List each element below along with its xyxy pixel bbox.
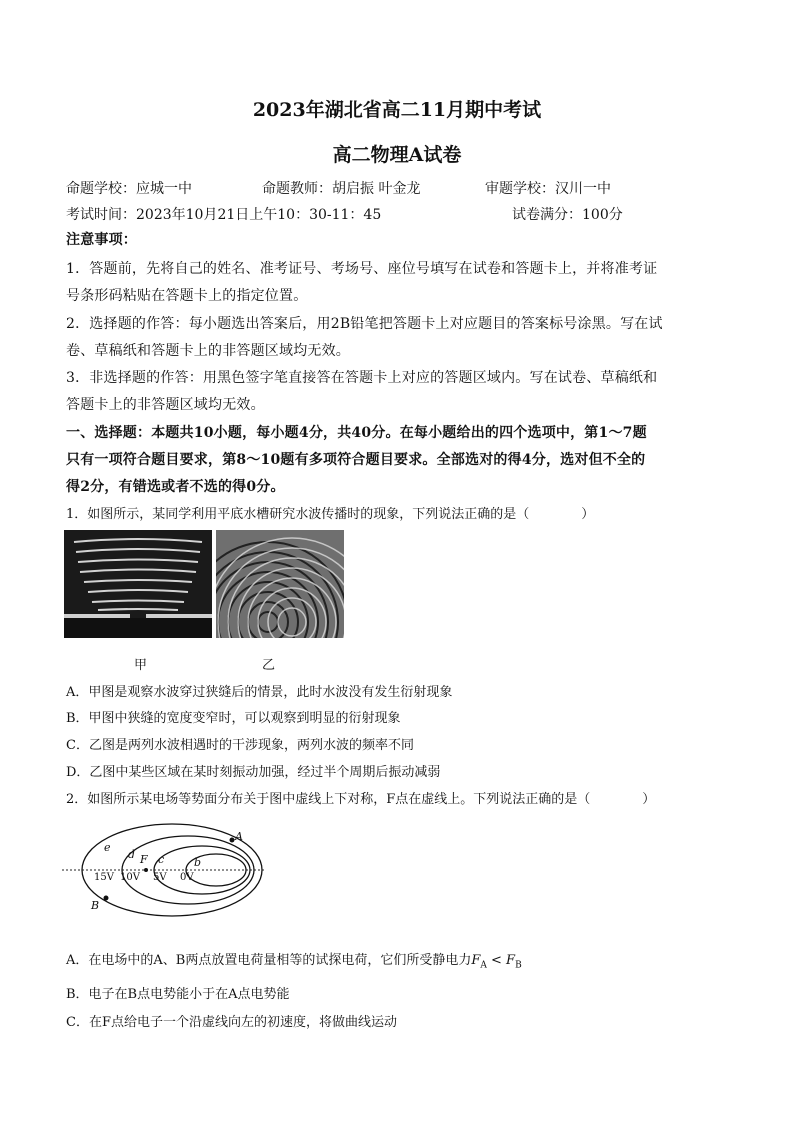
q1-option-d: D．乙图中某些区域在某时刻振动加强，经过半个周期后振动减弱	[66, 765, 441, 780]
q2-option-a	[66, 949, 522, 971]
curve-d-label: d	[128, 848, 136, 861]
voltage-10v: 10V	[120, 872, 140, 883]
meta-time: 考试时间：2023年10月21日上午10：30-11：45	[66, 207, 382, 223]
single-slit-diffraction-photo	[64, 530, 212, 638]
curve-c-label: c	[158, 853, 165, 866]
curve-e-label: e	[104, 841, 111, 854]
notice-line: 3．非选择题的作答：用黑色签字笔直接答在答题卡上对应的答题区域内。写在试卷、草稿纸和	[66, 370, 658, 386]
figure-label-left: 甲	[134, 658, 148, 673]
voltage-0v: 0V	[180, 872, 194, 883]
meta-review: 审题学校：汉川一中	[485, 181, 611, 197]
point-b-label: B	[91, 899, 100, 912]
equipotential-diagram	[60, 818, 270, 918]
voltage-15v: 15V	[94, 872, 114, 883]
section-instruction: 一、选择题：本题共10小题，每小题4分，共40分。在每小题给出的四个选项中，第1～7题	[66, 425, 647, 441]
q2-stem: 2．如图所示某电场等势面分布关于图中虚线上下对称，F点在虚线上。下列说法正确的是（ ）	[66, 792, 656, 807]
meta-score: 试卷满分：100分	[512, 207, 623, 223]
q1-option-a: A．甲图是观察水波穿过狭缝后的情景，此时水波没有发生衍射现象	[66, 685, 453, 700]
exam-subtitle: 高二物理A试卷	[332, 144, 462, 166]
notice-line: 答题卡上的非答题区域均无效。	[66, 397, 265, 413]
section-instruction: 得2分，有错选或者不选的得0分。	[66, 479, 285, 495]
formula-lt: < F	[486, 953, 516, 968]
meta-teacher: 命题教师：胡启振 叶金龙	[262, 181, 421, 197]
q1-stem: 1．如图所示，某同学利用平底水槽研究水波传播时的现象，下列说法正确的是（ ）	[66, 507, 595, 522]
point-f-label: F	[140, 853, 148, 866]
notice-heading: 注意事项：	[66, 232, 137, 248]
subscript-a: A	[480, 960, 487, 971]
curve-b-label: b	[194, 856, 202, 869]
exam-title: 2023年湖北省高二11月期中考试	[252, 99, 542, 121]
notice-line: 号条形码粘贴在答题卡上的指定位置。	[66, 288, 308, 304]
point-a-label: A	[235, 830, 243, 843]
notice-line: 2．选择题的作答：每小题选出答案后，用2B铅笔把答题卡上对应题目的答案标号涂黑。写在试	[66, 316, 663, 332]
q2-option-b: B．电子在B点电势能小于在A点电势能	[66, 987, 290, 1002]
two-source-interference-photo	[216, 530, 344, 638]
q2-option-c: C．在F点给电子一个沿虚线向左的初速度，将做曲线运动	[66, 1015, 397, 1030]
formula-f: F	[471, 953, 481, 968]
section-instruction: 只有一项符合题目要求，第8～10题有多项符合题目要求。全部选对的得4分，选对但不全的	[66, 452, 646, 468]
figure-label-right: 乙	[262, 658, 276, 673]
q1-option-c: C．乙图是两列水波相遇时的干涉现象，两列水波的频率不同	[66, 738, 414, 753]
notice-line: 1．答题前，先将自己的姓名、准考证号、考场号、座位号填写在试卷和答题卡上，并将准考证	[66, 261, 658, 277]
q2-option-a-text: A．在电场中的A、B两点放置电荷量相等的试探电荷，它们所受静电力	[66, 953, 472, 968]
meta-school: 命题学校：应城一中	[66, 181, 192, 197]
q1-option-b: B．甲图中狭缝的宽度变窄时，可以观察到明显的衍射现象	[66, 711, 401, 726]
voltage-5v: 5V	[153, 872, 167, 883]
notice-line: 卷、草稿纸和答题卡上的非答题区域均无效。	[66, 343, 350, 359]
subscript-b: B	[515, 960, 522, 971]
